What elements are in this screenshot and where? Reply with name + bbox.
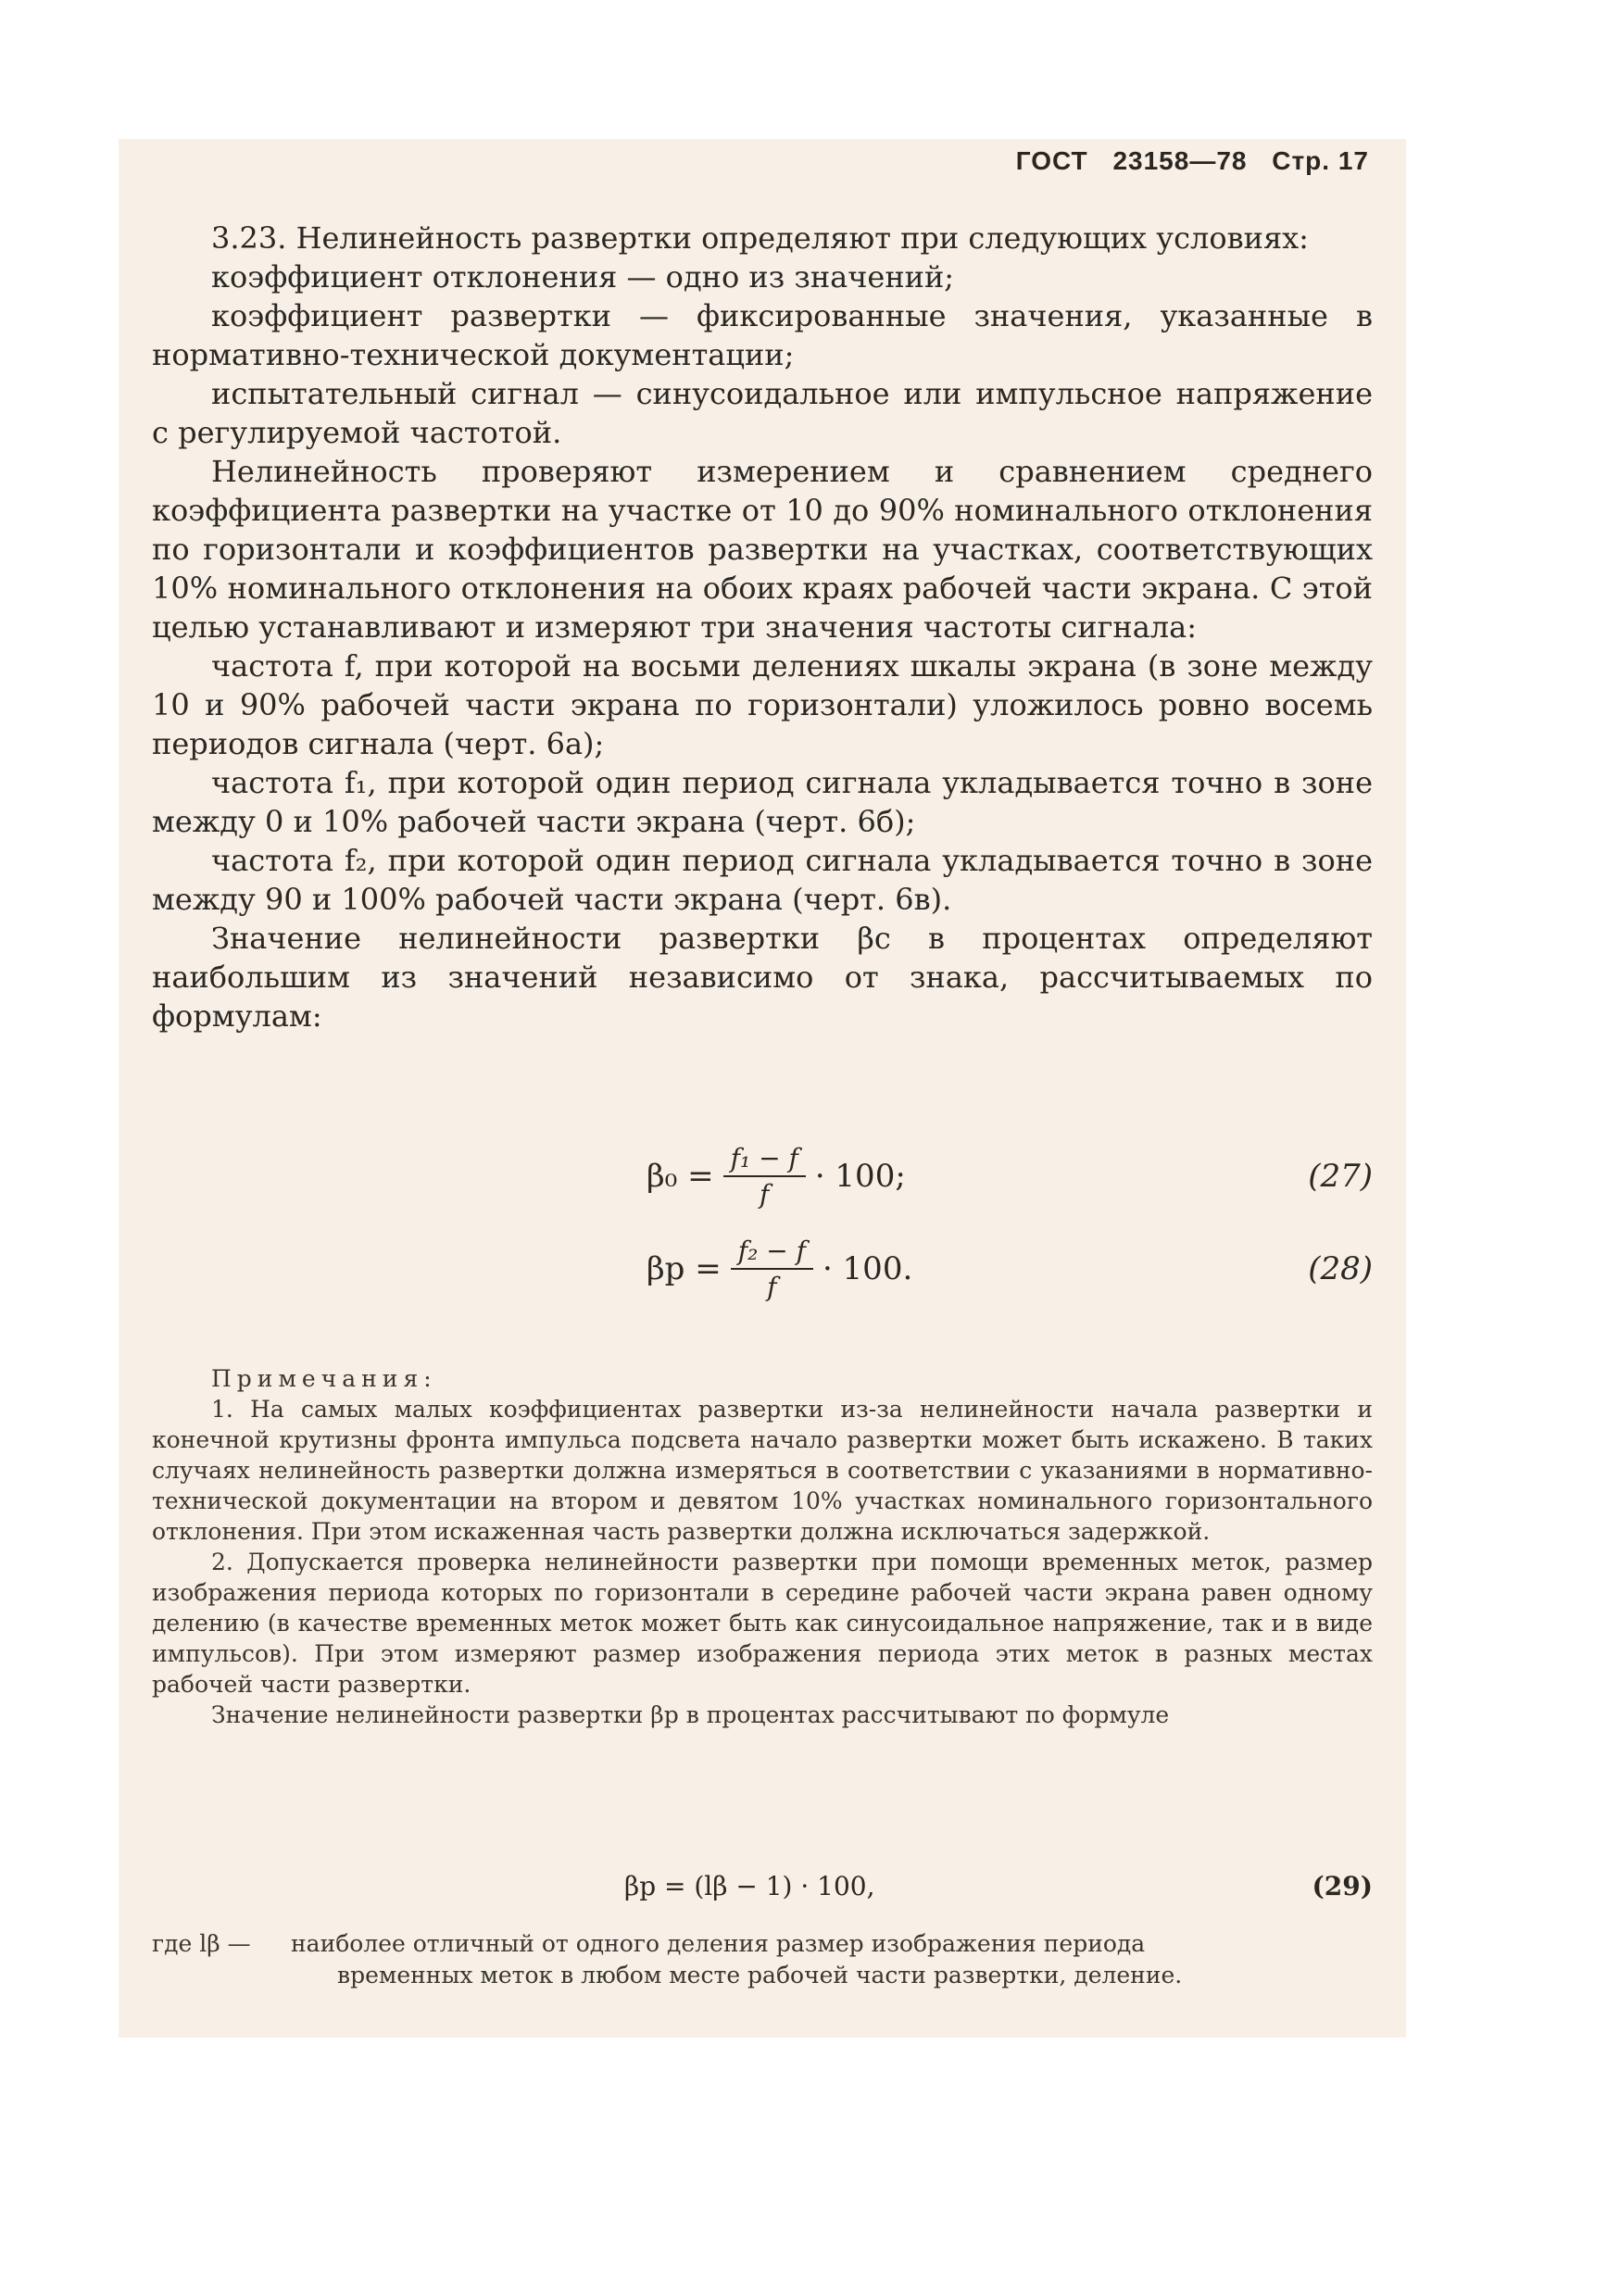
formula-28: [119, 1232, 1373, 1306]
page-header: [999, 146, 1369, 176]
condition-deflection: коэффициент отклонения — одно из значений;: [211, 259, 955, 295]
notes-title: Примечания:: [211, 1365, 437, 1392]
where-definition-line-2: временных меток в любом месте рабочей части развертки, деление.: [337, 1962, 1183, 1989]
formula-29-expression: βр = (lβ − 1) · 100,: [624, 1871, 875, 1901]
formula-29: [119, 1863, 1373, 1910]
formula-27-denominator: f: [760, 1179, 770, 1210]
main-text: [152, 219, 1373, 1035]
document-page: [119, 139, 1406, 2038]
formula-28-tail: · 100.: [822, 1250, 913, 1287]
note-2: 2. Допускается проверка нелинейности развертки при помощи временных меток, размер изображения периода которых по горизонтали в середине рабочей части экрана равен одному делению (в качестве временных меток может быть как синусоидальное напряжение, так и в виде импульсов). При этом измеряют размер изображения периода этих меток в разных местах рабочей части развертки.: [152, 1549, 1373, 1698]
condition-sweep: коэффициент развертки — фиксированные значения, указанные в нормативно-технической документации;: [152, 298, 1373, 372]
note-1: 1. На самых малых коэффициентах развертки из-за нелинейности начала развертки и конечной крутизны фронта импульса подсвета начало развертки может быть искажено. В таких случаях нелинейность развертки должна измеряться в соответствии с указаниями в нормативно-технической документации на втором и девятом 10% участках номинального горизонтального отклонения. При этом искаженная часть развертки должна исключаться задержкой.: [152, 1396, 1373, 1545]
formula-27-fraction: [723, 1143, 806, 1210]
equation-number-27: (27): [1308, 1158, 1373, 1195]
paragraph-freq-f1: частота f₁, при которой один период сигнала укладывается точно в зоне между 0 и 10% рабочей части экрана (черт. 6б);: [152, 765, 1373, 839]
where-definition-line-1: наиболее отличный от одного деления размер изображения периода: [291, 1930, 1146, 1957]
notes-section: [152, 1363, 1373, 1730]
paragraph-method: Нелинейность проверяют измерением и сравнением среднего коэффициента развертки на участке от 10 до 90% номинального отклонения по горизонтали и коэффициентов развертки на участках, соответствующих 10% номинального отклонения на обоих краях рабочей части экрана. С этой целью устанавливают и измеряют три значения частоты сигнала:: [152, 454, 1373, 645]
formula-27-lhs: β₀ =: [647, 1158, 714, 1195]
formula-27-tail: · 100;: [814, 1158, 906, 1195]
paragraph-freq-f: частота f, при которой на восьми делениях шкалы экрана (в зоне между 10 и 90% рабочей части экрана по горизонтали) уложилось ровно восемь периодов сигнала (черт. 6а);: [152, 648, 1373, 761]
paragraph-value: Значение нелинейности развертки βс в процентах определяют наибольшим из значений независимо от знака, рассчитываемых по формулам:: [152, 921, 1373, 1034]
where-term: где lβ —: [152, 1930, 251, 1957]
formula-28-denominator: f: [767, 1272, 777, 1302]
condition-signal: испытательный сигнал — синусоидальное или импульсное напряжение с регулируемой частотой.: [152, 376, 1373, 450]
formula-28-numerator: f₂ − f: [731, 1236, 813, 1270]
page-number: Стр. 17: [1272, 146, 1369, 175]
paragraph-3-23: 3.23. Нелинейность развертки определяют при следующих условиях:: [211, 220, 1309, 256]
paragraph-freq-f2: частота f₂, при которой один период сигнала укладывается точно в зоне между 90 и 100% рабочей части экрана (черт. 6в).: [152, 843, 1373, 917]
note-formula-intro: Значение нелинейности развертки βр в процентах рассчитывают по формуле: [211, 1701, 1170, 1728]
formula-28-fraction: [731, 1236, 813, 1302]
where-clause: [152, 1928, 1373, 1991]
formula-27: [119, 1139, 1373, 1213]
formula-28-lhs: βр =: [647, 1250, 722, 1287]
equation-number-29: (29): [1312, 1871, 1373, 1901]
standard-label: ГОСТ: [1015, 146, 1088, 175]
formula-27-numerator: f₁ − f: [723, 1143, 806, 1177]
equation-number-28: (28): [1308, 1250, 1373, 1287]
standard-number: 23158—78: [1112, 146, 1248, 175]
